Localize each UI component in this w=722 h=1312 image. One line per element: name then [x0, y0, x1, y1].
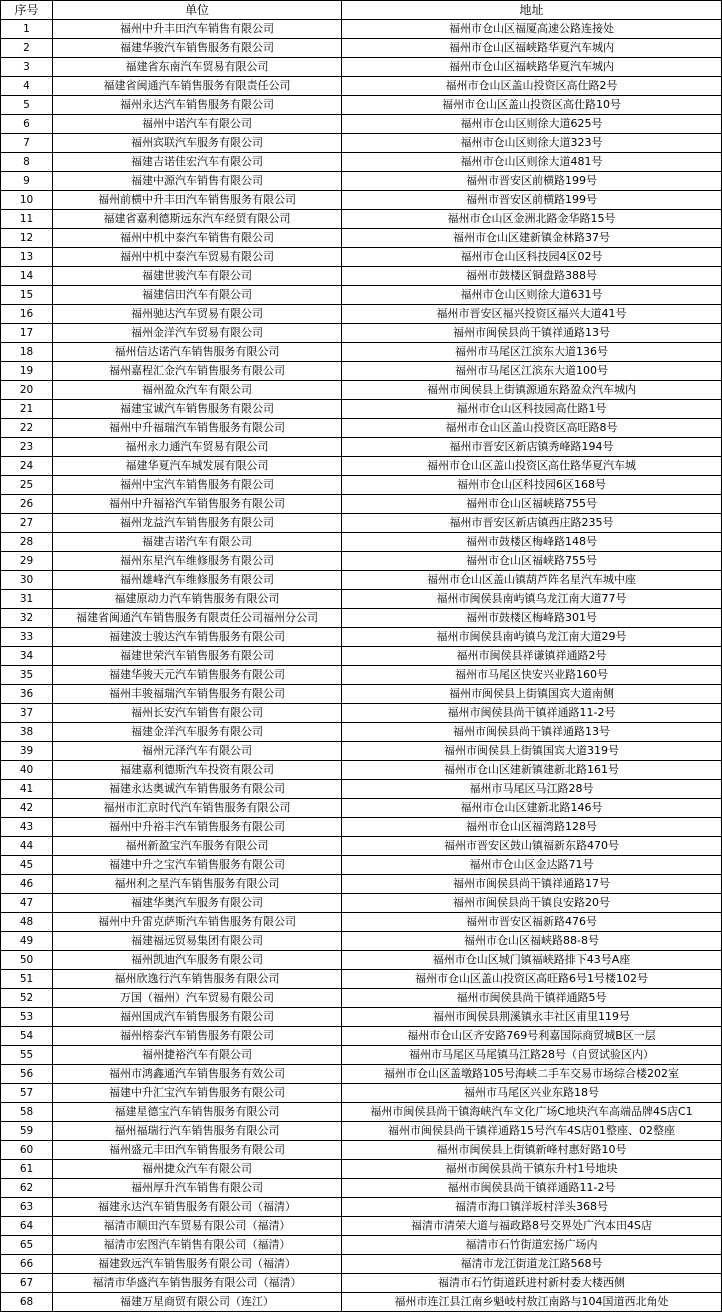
cell-address: 福州市闽侯县南屿镇乌龙江南大道77号: [342, 590, 722, 609]
cell-unit: 福建华骏汽车销售服务有限公司: [53, 39, 342, 58]
cell-address: 福州市闽侯县尚干镇祥通路11-2号: [342, 704, 722, 723]
table-row: [1, 210, 722, 229]
cell-unit: 福建万星商贸有限公司（连江）: [53, 1293, 342, 1312]
cell-unit: 福州前横中升丰田汽车销售服务有限公司: [53, 191, 342, 210]
table-body: [1, 20, 722, 1312]
cell-serial-number: 58: [1, 1103, 53, 1122]
cell-unit: 福州金洋汽车贸易有限公司: [53, 324, 342, 343]
table-row: [1, 818, 722, 837]
cell-serial-number: 18: [1, 343, 53, 362]
cell-serial-number: 5: [1, 96, 53, 115]
table-row: [1, 1179, 722, 1198]
cell-unit: 福建吉诺佳宏汽车有限公司: [53, 153, 342, 172]
cell-address: 福州市马尾区江滨东大道136号: [342, 343, 722, 362]
cell-serial-number: 17: [1, 324, 53, 343]
cell-address: 福州市马尾区兴业东路18号: [342, 1084, 722, 1103]
cell-unit: 福州中机中泰汽车贸易有限公司: [53, 248, 342, 267]
cell-address: 福清市龙江街道龙江路568号: [342, 1255, 722, 1274]
cell-unit: 福建致远汽车销售服务有限公司（福清）: [53, 1255, 342, 1274]
cell-serial-number: 47: [1, 894, 53, 913]
cell-address: 福州市闽侯县尚干镇祥通路11-2号: [342, 1179, 722, 1198]
cell-unit: 福州丰骏福瑞汽车销售服务有限公司: [53, 685, 342, 704]
cell-unit: 福州永达汽车销售服务有限公司: [53, 96, 342, 115]
cell-unit: 福建波士骏达汽车销售服务有限公司: [53, 628, 342, 647]
table-row: [1, 191, 722, 210]
cell-serial-number: 66: [1, 1255, 53, 1274]
table-row: [1, 343, 722, 362]
cell-serial-number: 38: [1, 723, 53, 742]
cell-unit: 福建省东南汽车贸易有限公司: [53, 58, 342, 77]
cell-address: 福州市鼓楼区铜盘路388号: [342, 267, 722, 286]
table-row: [1, 723, 722, 742]
cell-address: 福州市仓山区福峡路755号: [342, 552, 722, 571]
cell-address: 福州市仓山区福湾路128号: [342, 818, 722, 837]
cell-serial-number: 31: [1, 590, 53, 609]
table-row: [1, 400, 722, 419]
table-row: [1, 780, 722, 799]
cell-address: 福州市仓山区福峡路华夏汽车城内: [342, 39, 722, 58]
cell-address: 福州市闽侯县尚干镇祥通路13号: [342, 324, 722, 343]
table-row: [1, 894, 722, 913]
cell-address: 福州市闽侯县尚干镇东升村1号地块: [342, 1160, 722, 1179]
cell-unit: 福州盛元丰田汽车销售服务有限公司: [53, 1141, 342, 1160]
cell-serial-number: 10: [1, 191, 53, 210]
cell-serial-number: 27: [1, 514, 53, 533]
cell-serial-number: 59: [1, 1122, 53, 1141]
cell-address: 福州市晋安区新店镇秀峰路194号: [342, 438, 722, 457]
cell-serial-number: 63: [1, 1198, 53, 1217]
cell-unit: 福州捷裕汽车有限公司: [53, 1046, 342, 1065]
cell-serial-number: 35: [1, 666, 53, 685]
cell-unit: 福州元泽汽车有限公司: [53, 742, 342, 761]
cell-unit: 福州雄峰汽车维修服务有限公司: [53, 571, 342, 590]
table-row: [1, 856, 722, 875]
table-row: [1, 495, 722, 514]
cell-unit: 福建永达奥诚汽车销售服务有限公司: [53, 780, 342, 799]
cell-address: 福州市闽侯县尚干镇祥通路5号: [342, 989, 722, 1008]
cell-serial-number: 45: [1, 856, 53, 875]
cell-address: 福州市仓山区盖山投资区高旺路6号1号楼102号: [342, 970, 722, 989]
cell-serial-number: 14: [1, 267, 53, 286]
cell-unit: 福州福瑞行汽车销售服务有限公司: [53, 1122, 342, 1141]
cell-unit: 福建吉诺汽车有限公司: [53, 533, 342, 552]
cell-serial-number: 23: [1, 438, 53, 457]
table-row: [1, 1160, 722, 1179]
table-row: [1, 761, 722, 780]
table-row: [1, 229, 722, 248]
cell-address: 福州市仓山区建新北路146号: [342, 799, 722, 818]
cell-serial-number: 65: [1, 1236, 53, 1255]
table-row: [1, 1274, 722, 1293]
cell-unit: 福州中升福裕汽车销售服务有限公司: [53, 495, 342, 514]
cell-serial-number: 2: [1, 39, 53, 58]
cell-unit: 福州驰达汽车贸易有限公司: [53, 305, 342, 324]
cell-address: 福州市仓山区盖墩路105号海峡二手车交易市场综合楼202室: [342, 1065, 722, 1084]
table-row: [1, 1103, 722, 1122]
cell-address: 福州市闽侯县上街镇新峰村惠好路10号: [342, 1141, 722, 1160]
table-row: [1, 685, 722, 704]
cell-unit: 福建省嘉利德斯远东汽车经贸有限公司: [53, 210, 342, 229]
cell-address: 福州市晋安区前横路199号: [342, 172, 722, 191]
table-row: [1, 552, 722, 571]
cell-address: 福州市仓山区科技园4区02号: [342, 248, 722, 267]
table-row: [1, 134, 722, 153]
cell-serial-number: 49: [1, 932, 53, 951]
table-row: [1, 476, 722, 495]
cell-unit: 福建永达汽车销售服务有限公司（福清）: [53, 1198, 342, 1217]
cell-address: 福州市仓山区建新镇金林路37号: [342, 229, 722, 248]
cell-serial-number: 62: [1, 1179, 53, 1198]
cell-serial-number: 21: [1, 400, 53, 419]
table-row: [1, 1065, 722, 1084]
cell-address: 福州市马尾区马江路28号: [342, 780, 722, 799]
cell-unit: 福州市汇京时代汽车销售服务有限公司: [53, 799, 342, 818]
cell-unit: 福州东星汽车维修服务有限公司: [53, 552, 342, 571]
cell-serial-number: 36: [1, 685, 53, 704]
cell-unit: 福建世骏汽车有限公司: [53, 267, 342, 286]
cell-address: 福州市闽侯县尚干镇良安路20号: [342, 894, 722, 913]
cell-address: 福州市仓山区福峡路华夏汽车城内: [342, 58, 722, 77]
cell-address: 福州市闽侯县尚干镇祥通路17号: [342, 875, 722, 894]
cell-address: 福州市闽侯县上街镇国宾大道319号: [342, 742, 722, 761]
table-row: [1, 248, 722, 267]
cell-unit: 福建原动力汽车销售服务有限公司: [53, 590, 342, 609]
cell-serial-number: 3: [1, 58, 53, 77]
cell-serial-number: 26: [1, 495, 53, 514]
cell-serial-number: 13: [1, 248, 53, 267]
cell-address: 福州市仓山区福峡路755号: [342, 495, 722, 514]
cell-address: 福州市闽侯县尚干镇海峡汽车文化广场C地块汽车高端品牌4S店C1: [342, 1103, 722, 1122]
cell-serial-number: 20: [1, 381, 53, 400]
cell-serial-number: 43: [1, 818, 53, 837]
table-row: [1, 609, 722, 628]
table-row: [1, 58, 722, 77]
cell-serial-number: 61: [1, 1160, 53, 1179]
cell-address: 福州市仓山区建新镇建新北路161号: [342, 761, 722, 780]
cell-address: 福州市仓山区则徐大道323号: [342, 134, 722, 153]
header-unit: 单位: [53, 1, 342, 20]
cell-serial-number: 54: [1, 1027, 53, 1046]
cell-unit: 福清市华盛汽车销售服务有限公司（福清）: [53, 1274, 342, 1293]
cell-unit: 福建宝诚汽车销售服务有限公司: [53, 400, 342, 419]
cell-address: 福州市仓山区则徐大道625号: [342, 115, 722, 134]
cell-serial-number: 40: [1, 761, 53, 780]
cell-serial-number: 34: [1, 647, 53, 666]
cell-unit: 福州欣逸行汽车销售服务有限公司: [53, 970, 342, 989]
cell-serial-number: 48: [1, 913, 53, 932]
cell-serial-number: 9: [1, 172, 53, 191]
table-row: [1, 799, 722, 818]
cell-address: 福州市闽侯县祥谦镇祥通路2号: [342, 647, 722, 666]
cell-address: 福州市仓山区盖山投资区高旺路8号: [342, 419, 722, 438]
table-row: [1, 571, 722, 590]
cell-address: 福州市鼓楼区梅峰路148号: [342, 533, 722, 552]
cell-serial-number: 30: [1, 571, 53, 590]
table-row: [1, 96, 722, 115]
cell-serial-number: 67: [1, 1274, 53, 1293]
cell-serial-number: 25: [1, 476, 53, 495]
cell-serial-number: 44: [1, 837, 53, 856]
cell-unit: 福州中机中泰汽车销售有限公司: [53, 229, 342, 248]
cell-address: 福州市仓山区福峡路88-8号: [342, 932, 722, 951]
cell-address: 福清市石竹街道跃进村新村委大楼西侧: [342, 1274, 722, 1293]
cell-unit: 福州捷众汽车有限公司: [53, 1160, 342, 1179]
cell-unit: 福建嘉利德斯汽车投资有限公司: [53, 761, 342, 780]
cell-unit: 福建信田汽车有限公司: [53, 286, 342, 305]
table-row: [1, 1008, 722, 1027]
cell-serial-number: 39: [1, 742, 53, 761]
table-row: [1, 628, 722, 647]
cell-unit: 福建中升之宝汽车销售服务有限公司: [53, 856, 342, 875]
table-row: [1, 381, 722, 400]
table-row: [1, 77, 722, 96]
cell-serial-number: 57: [1, 1084, 53, 1103]
table-row: [1, 1217, 722, 1236]
table-row: [1, 457, 722, 476]
cell-address: 福州市仓山区科技园6区168号: [342, 476, 722, 495]
table-row: [1, 970, 722, 989]
cell-serial-number: 60: [1, 1141, 53, 1160]
table-row: [1, 647, 722, 666]
cell-unit: 福清市宏图汽车销售有限公司（福清）: [53, 1236, 342, 1255]
cell-address: 福州市马尾区快安兴业路160号: [342, 666, 722, 685]
cell-address: 福州市仓山区城门镇福峡路排下43号A座: [342, 951, 722, 970]
cell-unit: 福建星德宝汽车销售服务有限公司: [53, 1103, 342, 1122]
cell-address: 福州市仓山区盖山镇葫芦阵名星汽车城中座: [342, 571, 722, 590]
cell-serial-number: 16: [1, 305, 53, 324]
cell-serial-number: 33: [1, 628, 53, 647]
cell-unit: 福州信达诺汽车销售服务有限公司: [53, 343, 342, 362]
table-row: [1, 39, 722, 58]
cell-serial-number: 15: [1, 286, 53, 305]
cell-unit: 福州利之星汽车销售服务有限公司: [53, 875, 342, 894]
table-row: [1, 932, 722, 951]
cell-unit: 福州凯迪汽车服务有限公司: [53, 951, 342, 970]
cell-address: 福州市晋安区福新路476号: [342, 913, 722, 932]
cell-address: 福州市鼓楼区梅峰路301号: [342, 609, 722, 628]
cell-address: 福州市仓山区盖山投资区高仕路2号: [342, 77, 722, 96]
cell-unit: 福建华奥汽车服务有限公司: [53, 894, 342, 913]
cell-address: 福州市仓山区则徐大道481号: [342, 153, 722, 172]
table-row: [1, 1293, 722, 1312]
header-row: [1, 1, 722, 20]
cell-serial-number: 32: [1, 609, 53, 628]
cell-serial-number: 53: [1, 1008, 53, 1027]
cell-serial-number: 52: [1, 989, 53, 1008]
cell-serial-number: 7: [1, 134, 53, 153]
cell-address: 福州市仓山区金洲北路金华路15号: [342, 210, 722, 229]
cell-serial-number: 4: [1, 77, 53, 96]
table-row: [1, 305, 722, 324]
cell-unit: 福建省闽通汽车销售服务有限责任公司福州分公司: [53, 609, 342, 628]
table-row: [1, 1255, 722, 1274]
cell-address: 福州市仓山区则徐大道631号: [342, 286, 722, 305]
cell-address: 福州市连江县江南乡魁岐村敖江南路与104国道西北角处: [342, 1293, 722, 1312]
table-row: [1, 514, 722, 533]
cell-unit: 福州中诺汽车有限公司: [53, 115, 342, 134]
table-row: [1, 1198, 722, 1217]
table-row: [1, 1027, 722, 1046]
cell-address: 福州市仓山区盖山投资区高仕路华夏汽车城: [342, 457, 722, 476]
cell-unit: 福清市顺田汽车贸易有限公司（福清）: [53, 1217, 342, 1236]
cell-unit: 福州盈众汽车有限公司: [53, 381, 342, 400]
table-row: [1, 438, 722, 457]
cell-serial-number: 19: [1, 362, 53, 381]
cell-serial-number: 56: [1, 1065, 53, 1084]
table-row: [1, 1122, 722, 1141]
cell-serial-number: 64: [1, 1217, 53, 1236]
cell-unit: 福州嘉程汇金汽车销售服务有限公司: [53, 362, 342, 381]
cell-unit: 福建中升汇宝汽车销售服务有限公司: [53, 1084, 342, 1103]
table-row: [1, 324, 722, 343]
cell-address: 福州市闽侯县荆溪镇永丰社区甫里119号: [342, 1008, 722, 1027]
table-row: [1, 951, 722, 970]
cell-serial-number: 37: [1, 704, 53, 723]
cell-unit: 福州宾联汽车服务有限公司: [53, 134, 342, 153]
cell-serial-number: 28: [1, 533, 53, 552]
cell-serial-number: 50: [1, 951, 53, 970]
table-row: [1, 666, 722, 685]
table-row: [1, 1046, 722, 1065]
cell-unit: 福州中升雷克萨斯汽车销售服务有限公司: [53, 913, 342, 932]
table-row: [1, 742, 722, 761]
table-row: [1, 704, 722, 723]
cell-unit: 福州中宝汽车销售服务有限公司: [53, 476, 342, 495]
cell-address: 福州市晋安区新店镇西庄路235号: [342, 514, 722, 533]
table-row: [1, 989, 722, 1008]
table-row: [1, 1084, 722, 1103]
header-address: 地址: [342, 1, 722, 20]
table-row: [1, 362, 722, 381]
cell-address: 福州市晋安区福兴投资区福兴大道41号: [342, 305, 722, 324]
cell-unit: 福建中源汽车销售有限公司: [53, 172, 342, 191]
cell-unit: 福州龙益汽车销售服务有限公司: [53, 514, 342, 533]
cell-serial-number: 24: [1, 457, 53, 476]
cell-serial-number: 41: [1, 780, 53, 799]
cell-address: 福州市晋安区前横路199号: [342, 191, 722, 210]
cell-address: 福州市闽侯县南屿镇乌龙江南大道29号: [342, 628, 722, 647]
cell-unit: 福州永力通汽车贸易有限公司: [53, 438, 342, 457]
cell-address: 福州市闽侯县尚干镇祥通路15号汽车4S店01整座、02整座: [342, 1122, 722, 1141]
cell-serial-number: 51: [1, 970, 53, 989]
cell-unit: 福州市鸿鑫通汽车销售服务有效公司: [53, 1065, 342, 1084]
cell-unit: 福建华夏汽车城发展有限公司: [53, 457, 342, 476]
table-row: [1, 1236, 722, 1255]
cell-unit: 福建福远贸易集团有限公司: [53, 932, 342, 951]
table-row: [1, 837, 722, 856]
cell-unit: 福州国成汽车销售服务有限公司: [53, 1008, 342, 1027]
cell-unit: 福建省闽通汽车销售服务有限责任公司: [53, 77, 342, 96]
cell-serial-number: 46: [1, 875, 53, 894]
table-row: [1, 533, 722, 552]
cell-address: 福州市仓山区科技园高仕路1号: [342, 400, 722, 419]
cell-address: 福州市仓山区盖山投资区高仕路10号: [342, 96, 722, 115]
cell-serial-number: 8: [1, 153, 53, 172]
table-row: [1, 590, 722, 609]
cell-address: 福州市晋安区鼓山镇福新东路470号: [342, 837, 722, 856]
table-row: [1, 20, 722, 39]
table-row: [1, 267, 722, 286]
table-row: [1, 286, 722, 305]
cell-address: 福州市仓山区福厦高速公路连接处: [342, 20, 722, 39]
table-row: [1, 115, 722, 134]
cell-serial-number: 42: [1, 799, 53, 818]
table-row: [1, 875, 722, 894]
cell-address: 福州市闽侯县上街镇源通东路盈众汽车城内: [342, 381, 722, 400]
cell-address: 福清市海口镇洋坂村洋头368号: [342, 1198, 722, 1217]
cell-unit: 福建金洋汽车服务有限公司: [53, 723, 342, 742]
cell-unit: 福建世荣汽车销售服务有限公司: [53, 647, 342, 666]
cell-serial-number: 11: [1, 210, 53, 229]
cell-address: 福州市马尾区马尾镇马江路28号（自贸试验区内）: [342, 1046, 722, 1065]
cell-address: 福州市仓山区金达路71号: [342, 856, 722, 875]
cell-unit: 福州长安汽车销售有限公司: [53, 704, 342, 723]
cell-address: 福清市石竹街道宏扬广场内: [342, 1236, 722, 1255]
cell-unit: 福建华骏天元汽车销售服务有限公司: [53, 666, 342, 685]
cell-serial-number: 6: [1, 115, 53, 134]
cell-unit: 福州中升福瑞汽车销售服务有限公司: [53, 419, 342, 438]
cell-serial-number: 12: [1, 229, 53, 248]
cell-address: 福州市闽侯县尚干镇祥通路13号: [342, 723, 722, 742]
table-row: [1, 913, 722, 932]
cell-address: 福清市清荣大道与福政路8号交界处广汽本田4S店: [342, 1217, 722, 1236]
cell-address: 福州市马尾区江滨东大道100号: [342, 362, 722, 381]
cell-serial-number: 55: [1, 1046, 53, 1065]
table-row: [1, 153, 722, 172]
cell-unit: 福州中升裕丰汽车销售服务有限公司: [53, 818, 342, 837]
table-row: [1, 419, 722, 438]
cell-address: 福州市仓山区齐安路769号利嘉国际商贸城B区一层: [342, 1027, 722, 1046]
table-row: [1, 1141, 722, 1160]
cell-address: 福州市闽侯县上街镇国宾大道南侧: [342, 685, 722, 704]
table-row: [1, 172, 722, 191]
cell-unit: 万国（福州）汽车贸易有限公司: [53, 989, 342, 1008]
header-serial-number: 序号: [1, 1, 53, 20]
cell-serial-number: 29: [1, 552, 53, 571]
cell-unit: 福州新盈宝汽车服务有限公司: [53, 837, 342, 856]
cell-unit: 福州厚升汽车销售有限公司: [53, 1179, 342, 1198]
cell-unit: 福州中升丰田汽车销售有限公司: [53, 20, 342, 39]
cell-serial-number: 1: [1, 20, 53, 39]
cell-unit: 福州榕泰汽车销售服务有限公司: [53, 1027, 342, 1046]
cell-serial-number: 68: [1, 1293, 53, 1312]
cell-serial-number: 22: [1, 419, 53, 438]
